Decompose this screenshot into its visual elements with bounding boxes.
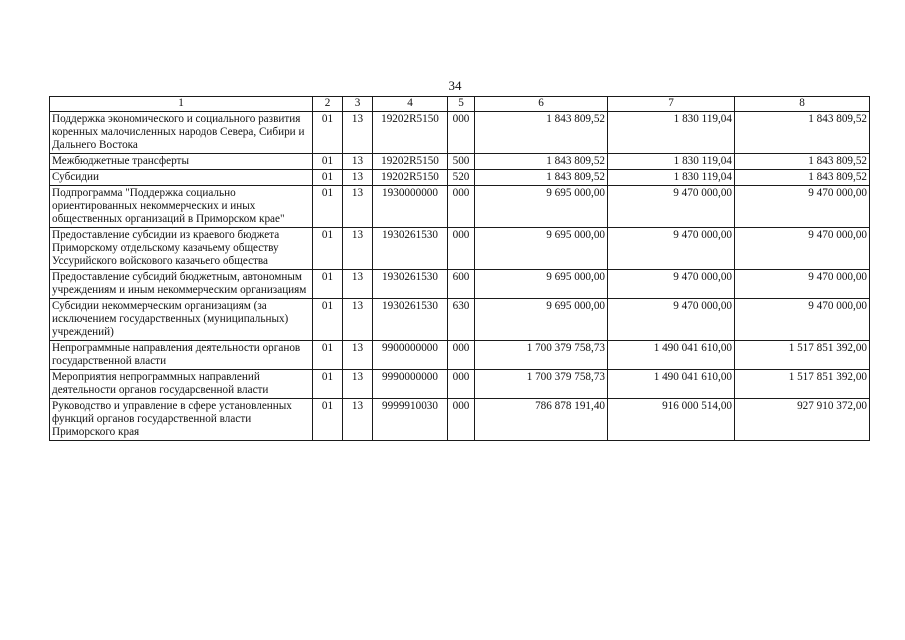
item-name: Мероприятия непрограммных направлений деятельности органов государсвенной власти bbox=[50, 370, 313, 399]
amount-col8: 9 470 000,00 bbox=[735, 186, 870, 228]
section-code: 01 bbox=[313, 299, 343, 341]
expense-type-code: 500 bbox=[448, 154, 475, 170]
page-number: 34 bbox=[448, 78, 462, 93]
header-cell: 1 bbox=[50, 97, 313, 112]
amount-col8: 1 517 851 392,00 bbox=[735, 370, 870, 399]
item-name: Предоставление субсидий бюджетным, автономным учреждениям и иным некоммерческим организациям bbox=[50, 270, 313, 299]
header-row bbox=[50, 97, 870, 112]
header-cell: 3 bbox=[343, 97, 373, 112]
expense-type-code: 000 bbox=[448, 370, 475, 399]
target-article-code: 9999910030 bbox=[373, 399, 448, 441]
header-cell: 8 bbox=[735, 97, 870, 112]
section-code: 01 bbox=[313, 228, 343, 270]
target-article-code: 19202R5150 bbox=[373, 154, 448, 170]
amount-col6: 9 695 000,00 bbox=[475, 228, 608, 270]
target-article-code: 1930261530 bbox=[373, 299, 448, 341]
amount-col6: 1 843 809,52 bbox=[475, 154, 608, 170]
amount-col8: 1 843 809,52 bbox=[735, 112, 870, 154]
expense-type-code: 000 bbox=[448, 186, 475, 228]
target-article-code: 19202R5150 bbox=[373, 170, 448, 186]
table-row bbox=[50, 170, 870, 186]
amount-col8: 927 910 372,00 bbox=[735, 399, 870, 441]
subsection-code: 13 bbox=[343, 228, 373, 270]
item-name: Предоставление субсидии из краевого бюджета Приморскому отдельскому казачьему обществу Уссурийского войскового казачьего общества bbox=[50, 228, 313, 270]
table-row bbox=[50, 154, 870, 170]
header-cell: 2 bbox=[313, 97, 343, 112]
target-article-code: 9990000000 bbox=[373, 370, 448, 399]
amount-col7: 916 000 514,00 bbox=[608, 399, 735, 441]
amount-col7: 1 830 119,04 bbox=[608, 154, 735, 170]
subsection-code: 13 bbox=[343, 370, 373, 399]
amount-col6: 9 695 000,00 bbox=[475, 186, 608, 228]
subsection-code: 13 bbox=[343, 270, 373, 299]
section-code: 01 bbox=[313, 270, 343, 299]
amount-col6: 1 700 379 758,73 bbox=[475, 370, 608, 399]
budget-table bbox=[49, 96, 870, 441]
amount-col7: 9 470 000,00 bbox=[608, 299, 735, 341]
table-row bbox=[50, 228, 870, 270]
amount-col8: 1 517 851 392,00 bbox=[735, 341, 870, 370]
amount-col8: 9 470 000,00 bbox=[735, 299, 870, 341]
amount-col7: 9 470 000,00 bbox=[608, 228, 735, 270]
table-row bbox=[50, 341, 870, 370]
section-code: 01 bbox=[313, 154, 343, 170]
amount-col8: 1 843 809,52 bbox=[735, 170, 870, 186]
item-name: Межбюджетные трансферты bbox=[50, 154, 313, 170]
subsection-code: 13 bbox=[343, 170, 373, 186]
amount-col7: 1 490 041 610,00 bbox=[608, 341, 735, 370]
expense-type-code: 000 bbox=[448, 399, 475, 441]
amount-col7: 1 490 041 610,00 bbox=[608, 370, 735, 399]
amount-col8: 9 470 000,00 bbox=[735, 270, 870, 299]
amount-col7: 9 470 000,00 bbox=[608, 186, 735, 228]
section-code: 01 bbox=[313, 370, 343, 399]
expense-type-code: 520 bbox=[448, 170, 475, 186]
item-name: Субсидии bbox=[50, 170, 313, 186]
expense-type-code: 600 bbox=[448, 270, 475, 299]
table-row bbox=[50, 270, 870, 299]
target-article-code: 1930261530 bbox=[373, 270, 448, 299]
amount-col6: 1 843 809,52 bbox=[475, 112, 608, 154]
table-row bbox=[50, 370, 870, 399]
amount-col6: 1 700 379 758,73 bbox=[475, 341, 608, 370]
item-name: Подпрограмма "Поддержка социально ориентированных некоммерческих и иных общественных организаций в Приморском крае" bbox=[50, 186, 313, 228]
header-cell: 5 bbox=[448, 97, 475, 112]
amount-col7: 1 830 119,04 bbox=[608, 112, 735, 154]
amount-col7: 1 830 119,04 bbox=[608, 170, 735, 186]
target-article-code: 1930261530 bbox=[373, 228, 448, 270]
section-code: 01 bbox=[313, 341, 343, 370]
table-row bbox=[50, 186, 870, 228]
item-name: Субсидии некоммерческим организациям (за исключением государственных (муниципальных) учреждений) bbox=[50, 299, 313, 341]
expense-type-code: 000 bbox=[448, 341, 475, 370]
target-article-code: 1930000000 bbox=[373, 186, 448, 228]
target-article-code: 9900000000 bbox=[373, 341, 448, 370]
header-cell: 4 bbox=[373, 97, 448, 112]
amount-col6: 9 695 000,00 bbox=[475, 270, 608, 299]
expense-type-code: 000 bbox=[448, 228, 475, 270]
header-cell: 6 bbox=[475, 97, 608, 112]
expense-type-code: 000 bbox=[448, 112, 475, 154]
table-row bbox=[50, 299, 870, 341]
header-cell: 7 bbox=[608, 97, 735, 112]
amount-col6: 786 878 191,40 bbox=[475, 399, 608, 441]
amount-col7: 9 470 000,00 bbox=[608, 270, 735, 299]
item-name: Поддержка экономического и социального развития коренных малочисленных народов Севера, Сибири и Дальнего Востока bbox=[50, 112, 313, 154]
subsection-code: 13 bbox=[343, 399, 373, 441]
item-name: Непрограммные направления деятельности органов государственной власти bbox=[50, 341, 313, 370]
table-row bbox=[50, 112, 870, 154]
section-code: 01 bbox=[313, 186, 343, 228]
target-article-code: 19202R5150 bbox=[373, 112, 448, 154]
amount-col6: 9 695 000,00 bbox=[475, 299, 608, 341]
table-row bbox=[50, 399, 870, 441]
item-name: Руководство и управление в сфере установленных функций органов государственной власти Приморского края bbox=[50, 399, 313, 441]
section-code: 01 bbox=[313, 112, 343, 154]
subsection-code: 13 bbox=[343, 299, 373, 341]
subsection-code: 13 bbox=[343, 341, 373, 370]
amount-col8: 1 843 809,52 bbox=[735, 154, 870, 170]
section-code: 01 bbox=[313, 399, 343, 441]
subsection-code: 13 bbox=[343, 186, 373, 228]
section-code: 01 bbox=[313, 170, 343, 186]
amount-col6: 1 843 809,52 bbox=[475, 170, 608, 186]
subsection-code: 13 bbox=[343, 154, 373, 170]
expense-type-code: 630 bbox=[448, 299, 475, 341]
subsection-code: 13 bbox=[343, 112, 373, 154]
amount-col8: 9 470 000,00 bbox=[735, 228, 870, 270]
